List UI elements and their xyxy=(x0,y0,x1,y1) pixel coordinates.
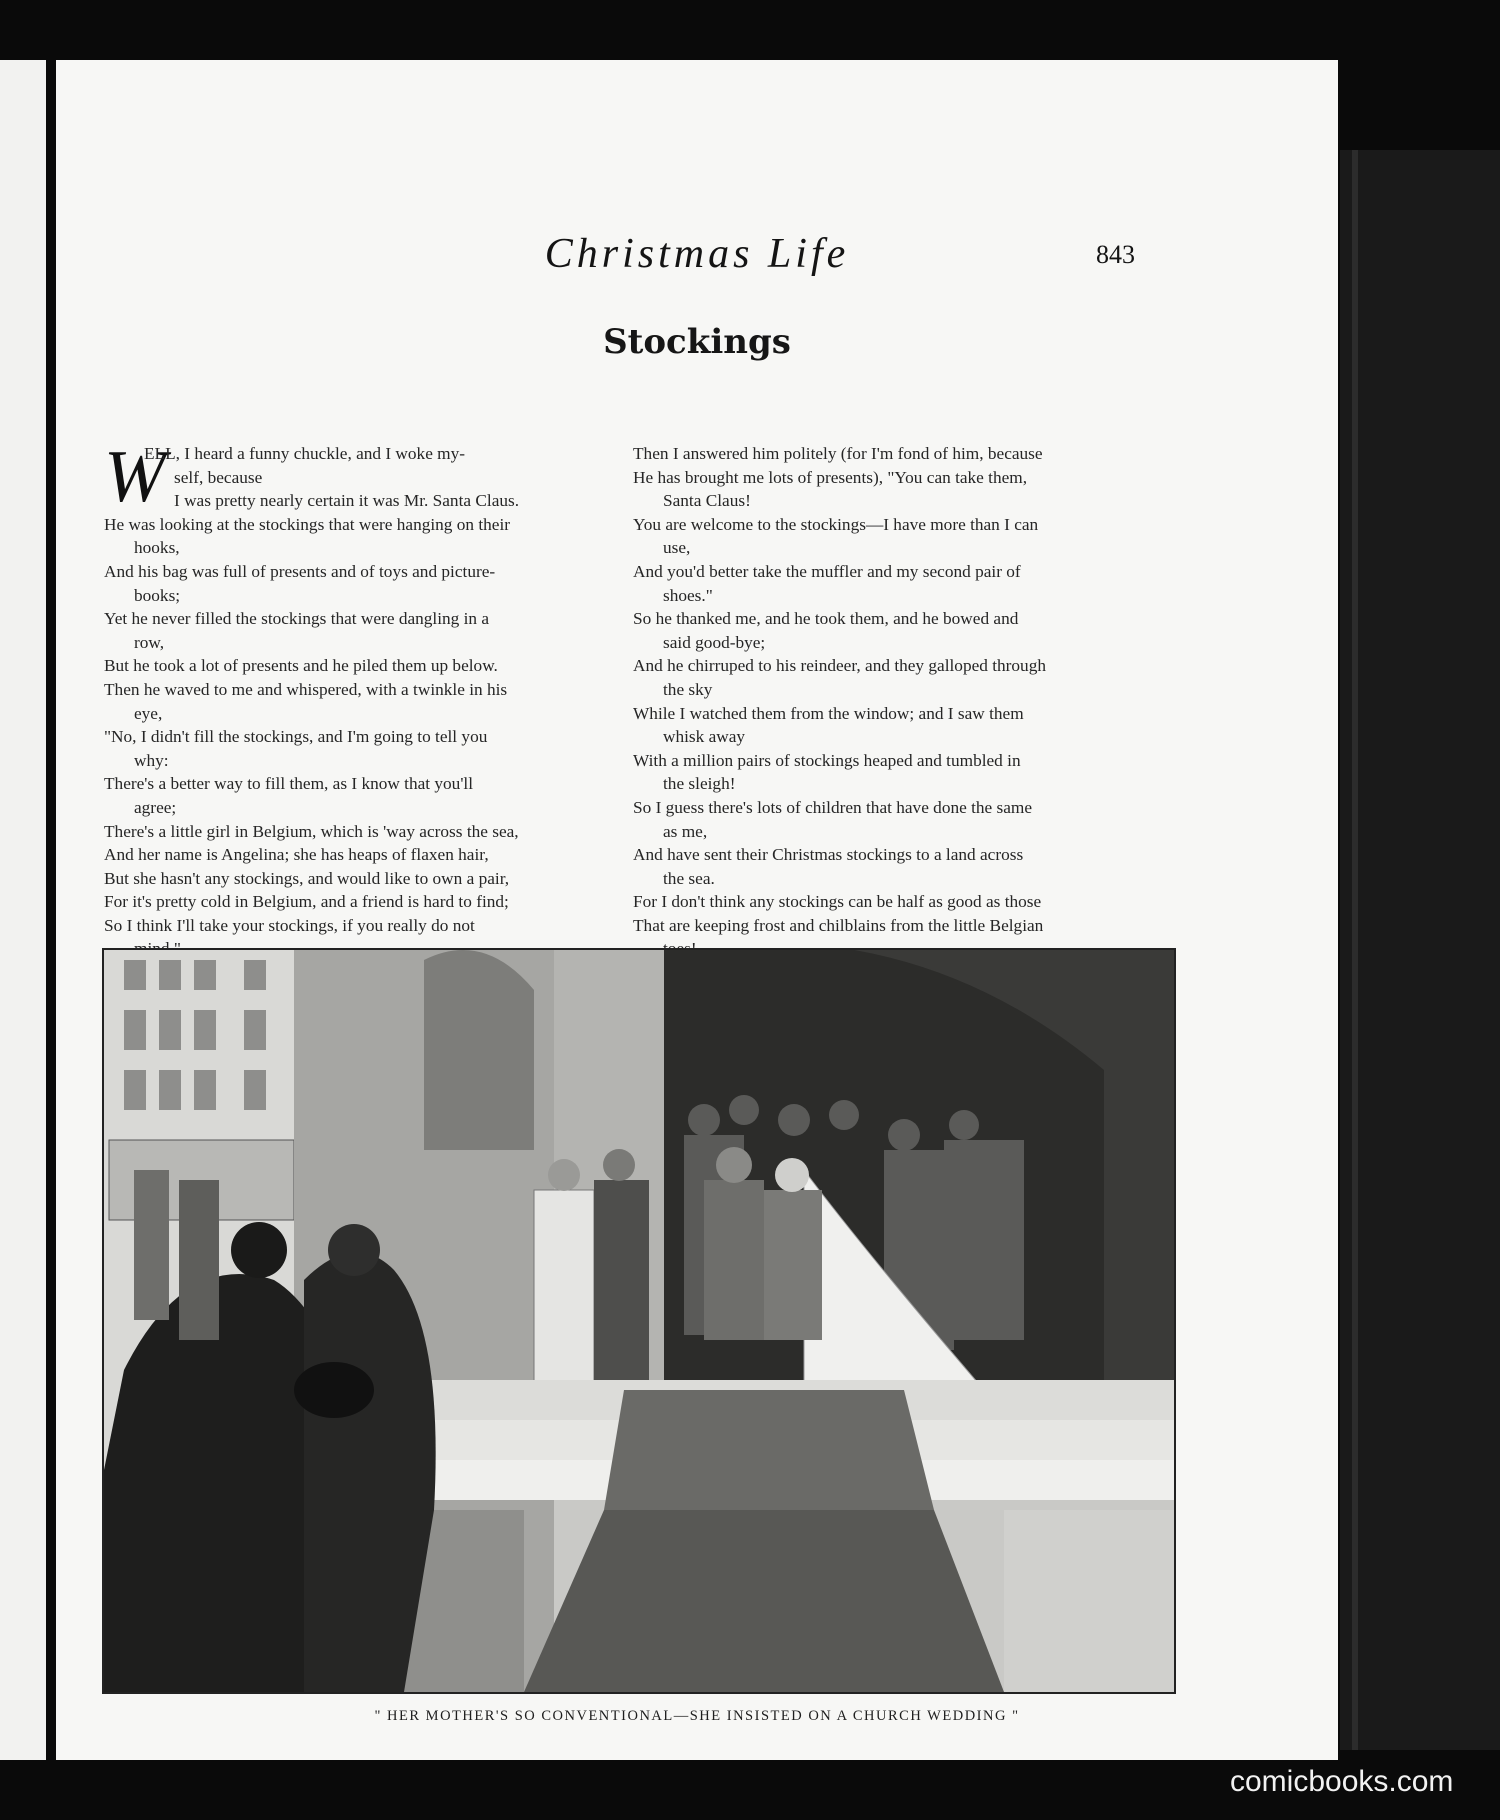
poem-line: But she hasn't any stockings, and would like to own a pair, xyxy=(104,868,510,888)
poem-line: ELL, I heard a funny chuckle, and I woke my- xyxy=(144,444,466,463)
poem-line: That are keeping frost and chilblains from the little Belgian xyxy=(633,915,1044,935)
poem-line: said good-bye; xyxy=(663,632,766,652)
poem-line: There's a little girl in Belgium, which is 'way across the sea, xyxy=(104,821,519,841)
poem-line: Then I answered him politely (for I'm fond of him, because xyxy=(633,444,1043,463)
church-wedding-drawing xyxy=(104,950,1174,1692)
poem-line: Then he waved to me and whispered, with a twinkle in his xyxy=(104,679,508,699)
poem-column-right xyxy=(633,442,1123,961)
poem-line: And he chirruped to his reindeer, and they galloped through xyxy=(633,656,1046,676)
poem-line: Yet he never filled the stockings that were dangling in a xyxy=(104,609,490,629)
drop-cap: W xyxy=(104,436,166,518)
poem-line: eye, xyxy=(134,703,163,723)
poem-line: For it's pretty cold in Belgium, and a friend is hard to find; xyxy=(104,892,509,912)
poem-title: Stockings xyxy=(603,322,791,362)
poem-line: And his bag was full of presents and of toys and picture- xyxy=(104,561,496,581)
poem-line: So he thanked me, and he took them, and he bowed and xyxy=(633,609,1019,629)
poem-line: agree; xyxy=(134,797,177,817)
magazine-page xyxy=(56,60,1338,1760)
poem-line: And have sent their Christmas stockings to a land across xyxy=(633,845,1024,865)
poem-line: why: xyxy=(134,750,169,770)
poem-line: I was pretty nearly certain it was Mr. Santa Claus. xyxy=(174,491,520,511)
poem-line: But he took a lot of presents and he piled them up below. xyxy=(104,656,498,676)
illustration-caption: " HER MOTHER'S SO CONVENTIONAL—SHE INSISTED ON A CHURCH WEDDING " xyxy=(374,1708,1020,1724)
binding-edge xyxy=(1340,150,1500,1750)
poem-line: books; xyxy=(134,585,181,605)
poem-column-left xyxy=(104,436,594,961)
poem-line: use, xyxy=(663,538,691,558)
watermark: comicbooks.com xyxy=(1230,1765,1454,1798)
poem-line: He has brought me lots of presents), "You can take them, xyxy=(633,467,1028,487)
poem-line: With a million pairs of stockings heaped and tumbled in xyxy=(633,750,1021,770)
poem-line: the sleigh! xyxy=(663,774,736,794)
poem-line: hooks, xyxy=(134,538,180,558)
wedding-illustration xyxy=(102,948,1176,1694)
poem-line: shoes." xyxy=(663,585,713,605)
magazine-title: Christmas Life xyxy=(544,231,850,277)
adjacent-page-edge xyxy=(0,60,46,1760)
poem-line: So I guess there's lots of children that have done the same xyxy=(633,797,1033,817)
poem-line: as me, xyxy=(663,821,708,841)
poem-line: He was looking at the stockings that were hanging on their xyxy=(104,514,511,534)
poem-line: So I think I'll take your stockings, if you really do not xyxy=(104,915,475,935)
poem-line: While I watched them from the window; and I saw them xyxy=(633,703,1024,723)
poem-line: You are welcome to the stockings—I have more than I can xyxy=(633,514,1039,534)
poem-line: And you'd better take the muffler and my second pair of xyxy=(633,561,1021,581)
page-number: 843 xyxy=(1096,240,1135,269)
poem-line: Santa Claus! xyxy=(663,491,751,511)
poem-line: whisk away xyxy=(663,727,746,747)
poem-line: And her name is Angelina; she has heaps of flaxen hair, xyxy=(104,845,489,865)
poem-line: the sky xyxy=(663,679,713,699)
poem-line: "No, I didn't fill the stockings, and I'm going to tell you xyxy=(104,727,488,747)
poem-line: the sea. xyxy=(663,868,715,888)
poem-line: For I don't think any stockings can be half as good as those xyxy=(633,892,1042,912)
poem-line: self, because xyxy=(174,467,263,487)
poem-line: There's a better way to fill them, as I know that you'll xyxy=(104,774,474,794)
poem-line: row, xyxy=(134,632,165,652)
